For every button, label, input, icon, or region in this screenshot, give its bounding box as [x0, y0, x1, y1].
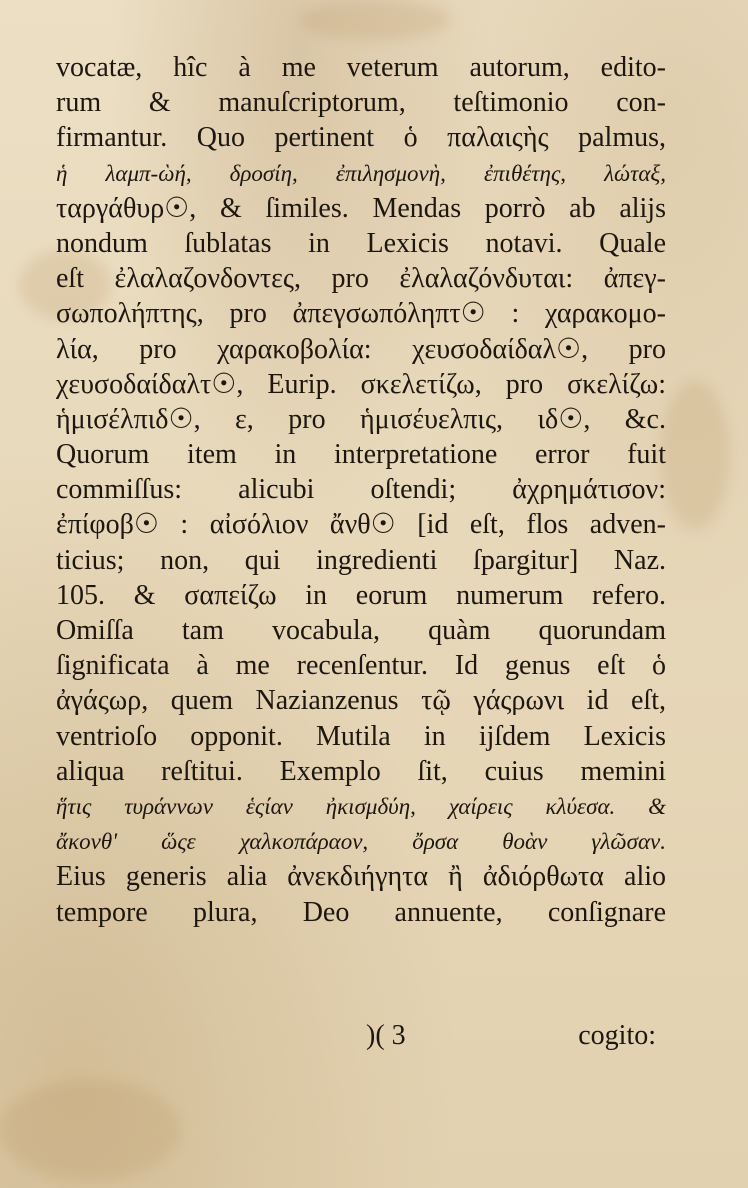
text-line: ἡμισέλπιδ☉, ε, pro ἡμισέυελπις, ιδ☉, &c. [56, 403, 666, 435]
text-line: tempore plura, Deo annuente, conſignare [56, 896, 666, 928]
text-line: ventrioſo opponit. Mutila in ijſdem Lexicis [56, 720, 666, 752]
text-line: χευσοδαίδαλτ☉, Eurip. σκελετίζω, pro σκελίζω: [56, 368, 666, 400]
text-line: ἥτις τυράννων ἑςίαν ἠκισμδύη, χαίρεις κλύεσα. & [56, 793, 666, 819]
text-line: ἐπίφοβ☉ : αἰσόλιον ἄνθ☉ [id eſt, flos adven- [56, 509, 666, 541]
text-line: ſignificata à me recenſentur. Id genus eſt ὁ [56, 650, 666, 682]
catchword: cogito: [578, 1020, 656, 1051]
text-line: commiſſus: alicubi oſtendi; ἀχρημάτισον: [56, 474, 666, 506]
text-line: Omiſſa tam vocabula, quàm quorundam [56, 615, 666, 646]
text-line: ἡ λαμπ-ὼή, δροσίη, ἐπιλησμονὴ, ἐπιθέτης, λώταξ, [56, 160, 666, 186]
text-line: aliqua reſtitui. Exemplo ſit, cuius memini [56, 755, 666, 787]
text-line: Quorum item in interpretatione error fuit [56, 439, 666, 471]
text-line: nondum ſublatas in Lexicis notavi. Quale [56, 227, 666, 259]
signature-mark: )( 3 [366, 1020, 406, 1051]
page-footer [56, 1020, 656, 1060]
text-line: 105. & σαπείζω in eorum numerum refero. [56, 579, 666, 611]
text-line: firmantur. Quo pertinent ὁ παλαιςὴς palmus, [56, 122, 666, 154]
body-text [56, 50, 666, 930]
text-line: rum & manuſcriptorum, teſtimonio con- [56, 87, 666, 119]
text-line: ταργάθυρ☉, & ſimiles. Mendas porrò ab alijs [56, 192, 666, 224]
text-line: ἀγάςωρ, quem Nazianzenus τῷ γάςρωνι id eſt, [56, 685, 666, 717]
text-line: eſt ἐλαλαζονδοντες, pro ἐλαλαζόνδυται: ἀπεγ- [56, 263, 666, 295]
text-line: λία, pro χαρακοβολία: χευσοδαίδαλ☉, pro [56, 333, 666, 365]
text-line: ἄκονθ' ὥςε χαλκοπάραον, ὄρσα θοὰν γλῶσαν. [56, 829, 666, 855]
text-line: σωπολήπτης, pro ἀπεγσωπόληπτ☉ : χαρακομο- [56, 298, 666, 330]
text-line: Eius generis alia ἀνεκδιήγητα ἢ ἀδιόρθωτα alio [56, 861, 666, 893]
text-line: vocatæ, hîc à me veterum autorum, edito- [56, 52, 666, 83]
text-line: ticius; non, qui ingredienti ſpargitur] Naz. [56, 544, 666, 576]
